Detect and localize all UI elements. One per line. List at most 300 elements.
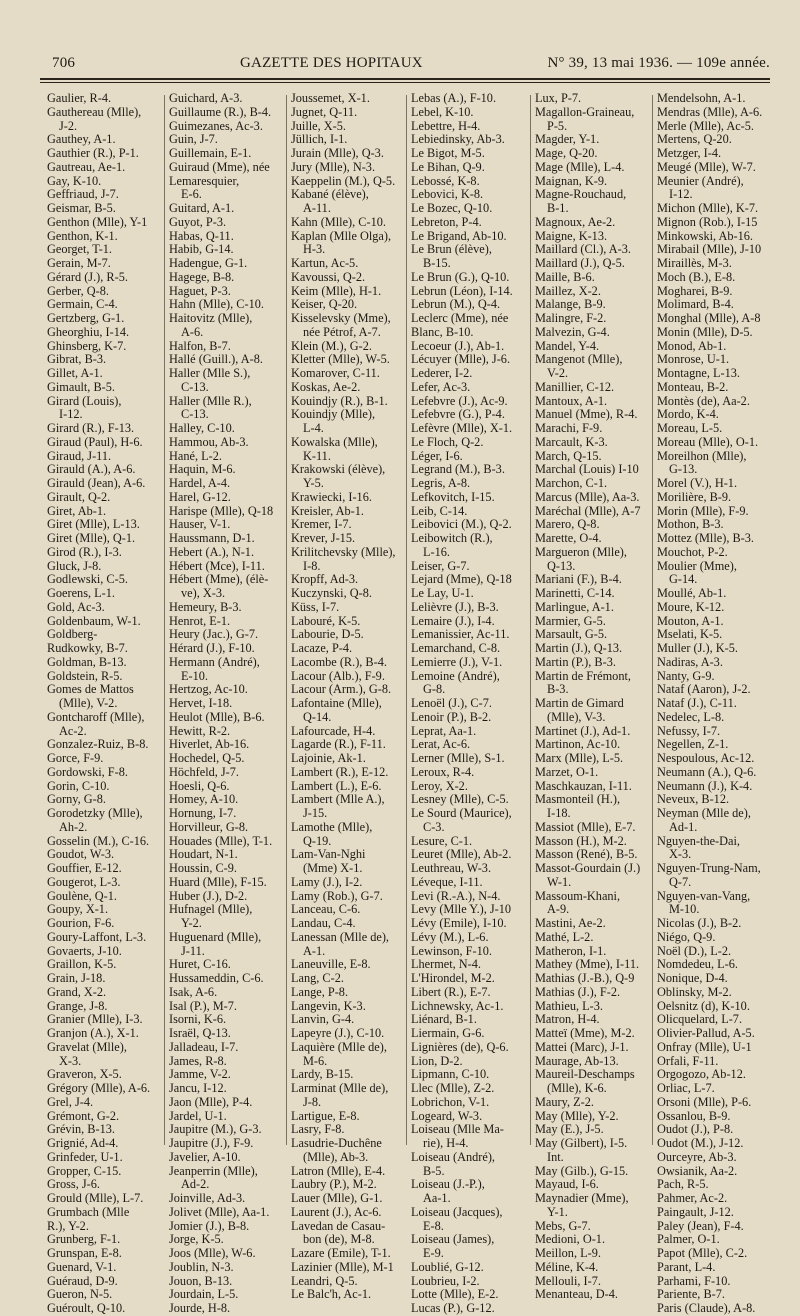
index-entry: Lederer, I-2. bbox=[411, 366, 473, 380]
index-entry: Goerens, L-1. bbox=[47, 586, 115, 600]
index-entry: Negellen, Z-1. bbox=[657, 737, 729, 752]
index-entry: Neveux, B-12. bbox=[657, 792, 730, 807]
index-entry: Mattei (Marc), J-1. bbox=[535, 1039, 629, 1054]
index-entry: Gauthey, A-1. bbox=[47, 132, 116, 147]
index-entry: Lévequе, I-11. bbox=[411, 874, 483, 889]
index-entry: Marlingue, A-1. bbox=[535, 599, 614, 614]
index-entry: E-6. bbox=[181, 187, 202, 202]
index-entry: Onfray (Mlle), U-1 bbox=[657, 1039, 752, 1054]
index-entry: Latron (Mlle), E-4. bbox=[291, 1163, 386, 1178]
index-entry: Legris, A-8. bbox=[411, 476, 471, 490]
index-entry: Lesure, C-1. bbox=[411, 833, 473, 848]
index-entry: (Mme) X-1. bbox=[303, 861, 363, 875]
index-entry: C-13. bbox=[181, 379, 209, 394]
index-entry: Harel, G-12. bbox=[169, 489, 231, 504]
index-entry: Morel (V.), H-1. bbox=[657, 476, 738, 490]
header-rule-thick bbox=[40, 78, 770, 80]
index-entry: Hérard (J.), F-10. bbox=[169, 641, 255, 655]
index-entry: Meunier (André), bbox=[657, 173, 744, 188]
index-entry: Lagarde (R.), F-11. bbox=[291, 737, 386, 752]
index-column-4 bbox=[411, 92, 513, 1316]
index-entry: Joinville, Ad-3. bbox=[169, 1191, 246, 1205]
index-entry: Kahn (Mlle), C-10. bbox=[291, 214, 386, 229]
index-entry: K-11. bbox=[303, 448, 331, 463]
index-entry: G-14. bbox=[669, 572, 698, 587]
index-entry: Koskas, Ae-2. bbox=[291, 379, 361, 394]
index-entry: Goldstein, R-5. bbox=[47, 668, 123, 683]
index-entry: Marx (Mlle), L-5. bbox=[535, 751, 624, 765]
column-divider bbox=[652, 95, 653, 1145]
index-entry: Gontcharoff (Mlle), bbox=[47, 709, 145, 724]
index-entry: Guenard, V-1. bbox=[47, 1259, 117, 1274]
index-entry: Lajoinie, Ak-1. bbox=[291, 751, 366, 765]
index-entry: Gibrat, B-3. bbox=[47, 352, 107, 367]
index-entry: Logeard, W-3. bbox=[411, 1108, 483, 1123]
index-entry: Mebs, G-7. bbox=[535, 1218, 591, 1233]
index-entry: Pariente, B-7. bbox=[657, 1287, 725, 1302]
index-entry: Homey, A-10. bbox=[169, 792, 239, 807]
index-entry: Lapeyre (J.), C-10. bbox=[291, 1026, 385, 1040]
index-entry: Lacour (Alb.), F-9. bbox=[291, 668, 385, 683]
index-entry: Habas, Q-11. bbox=[169, 228, 234, 243]
index-entry: Mandel, Y-4. bbox=[535, 338, 600, 353]
index-entry: Aa-1. bbox=[423, 1191, 451, 1205]
index-entry: Houades (Mlle), T-1. bbox=[169, 833, 273, 848]
index-entry: (Mlle), K-6. bbox=[547, 1081, 607, 1095]
index-entry: E-10. bbox=[181, 668, 208, 683]
index-entry: Metzger, I-4. bbox=[657, 146, 722, 160]
index-entry: Krilitchevsky (Mlle), bbox=[291, 544, 396, 559]
index-entry: Ah-2. bbox=[59, 819, 88, 834]
index-entry: Masmonteil (H.), bbox=[535, 792, 621, 807]
index-entry: Lebel, K-10. bbox=[411, 104, 474, 119]
index-entry: Lafourcade, H-4. bbox=[291, 723, 376, 738]
index-entry: Lenoir (P.), B-2. bbox=[411, 709, 492, 724]
index-entry: Lhermet, N-4. bbox=[411, 957, 481, 972]
index-entry: Laubry (P.), M-2. bbox=[291, 1177, 377, 1192]
index-entry: Martin de Frémont, bbox=[535, 668, 631, 683]
index-entry: Giraud (Paul), H-6. bbox=[47, 434, 143, 449]
index-entry: Mouton, A-1. bbox=[657, 613, 724, 628]
index-entry: Lebossé, K-8. bbox=[411, 173, 480, 188]
index-entry: Martin (J.), Q-13. bbox=[535, 641, 623, 655]
index-entry: Leclerc (Mme), née bbox=[411, 311, 509, 325]
index-entry: M-6. bbox=[303, 1053, 328, 1068]
index-entry: Jaupitre (M.), G-3. bbox=[169, 1122, 262, 1137]
index-entry: Marchal (Louis) I-10 bbox=[535, 462, 639, 477]
index-entry: C-3. bbox=[423, 819, 445, 834]
index-entry: Hebert (A.), N-1. bbox=[169, 544, 255, 559]
index-entry: Mage (Mlle), L-4. bbox=[535, 159, 625, 174]
index-entry: Ad-2. bbox=[181, 1177, 210, 1192]
index-entry: Y-5. bbox=[303, 476, 324, 490]
index-entry: Leiser, G-7. bbox=[411, 558, 470, 573]
index-entry: Girauld (Jean), A-6. bbox=[47, 476, 146, 490]
index-entry: rie), H-4. bbox=[423, 1136, 469, 1150]
index-entry: Jourde, H-8. bbox=[169, 1301, 231, 1315]
index-entry: Küss, I-7. bbox=[291, 599, 340, 614]
index-entry: Gourion, F-6. bbox=[47, 916, 115, 930]
index-entry: Nguyen-van-Vang, bbox=[657, 888, 751, 903]
index-entry: Hagege, B-8. bbox=[169, 269, 235, 284]
index-entry: Maury, Z-2. bbox=[535, 1094, 594, 1109]
index-entry: Hertzog, Ac-10. bbox=[169, 682, 248, 697]
index-entry: Q-13. bbox=[547, 558, 576, 573]
index-entry: Lefebvre (J.), Ac-9. bbox=[411, 393, 508, 408]
index-entry: Gorodetzky (Mlle), bbox=[47, 806, 143, 820]
index-entry: Maurage, Ab-13. bbox=[535, 1053, 619, 1068]
index-entry: R.), Y-2. bbox=[47, 1218, 89, 1233]
index-entry: Goury-Laffont, L-3. bbox=[47, 929, 147, 944]
index-entry: Gautreau, Ae-1. bbox=[47, 159, 126, 174]
index-entry: Kletter (Mlle), W-5. bbox=[291, 352, 390, 367]
header-rule-thin bbox=[40, 82, 770, 83]
index-entry: Moreau, L-5. bbox=[657, 421, 723, 435]
index-entry: Papot (Mlle), C-2. bbox=[657, 1246, 748, 1260]
index-entry: W-1. bbox=[547, 874, 572, 889]
index-entry: Le Bigot, M-5. bbox=[411, 146, 485, 160]
index-entry: Guiraud (Mme), née bbox=[169, 159, 270, 174]
index-entry: Matron, H-4. bbox=[535, 1012, 600, 1027]
index-entry: Margueron (Mlle), bbox=[535, 544, 627, 559]
index-entry: Guéroult, Q-10. bbox=[47, 1301, 126, 1315]
index-entry: Gaulier, R-4. bbox=[47, 91, 112, 105]
index-entry: Lerner (Mlle), S-1. bbox=[411, 751, 505, 765]
index-entry: Gomes de Mattos bbox=[47, 682, 134, 697]
index-entry: Huret, C-16. bbox=[169, 957, 231, 972]
index-entry: Giraud, J-11. bbox=[47, 448, 112, 463]
index-entry: Hébert (Mme), (élè- bbox=[169, 572, 269, 587]
index-entry: Jorge, K-5. bbox=[169, 1232, 224, 1247]
index-entry: Ourceyre, Ab-3. bbox=[657, 1149, 737, 1164]
index-entry: B-5. bbox=[423, 1163, 445, 1178]
index-entry: G-13. bbox=[669, 462, 698, 477]
index-entry: Paingault, J-12. bbox=[657, 1204, 734, 1219]
index-entry: Horvilleur, G-8. bbox=[169, 819, 249, 834]
index-entry: Lejard (Mme), Q-18 bbox=[411, 572, 512, 587]
index-entry: Parhami, F-10. bbox=[657, 1273, 731, 1288]
index-entry: Kuczynski, Q-8. bbox=[291, 586, 372, 600]
index-entry: Graveron, X-5. bbox=[47, 1067, 122, 1082]
index-entry: Monghal (Mlle), A-8 bbox=[657, 311, 761, 325]
index-entry: Morilière, B-9. bbox=[657, 489, 732, 504]
index-entry: Krawiecki, I-16. bbox=[291, 489, 372, 504]
index-entry: Hewitt, R-2. bbox=[169, 723, 231, 738]
journal-title: GAZETTE DES HOPITAUX bbox=[240, 55, 423, 71]
index-entry: Muller (J.), K-5. bbox=[657, 641, 738, 655]
index-entry: Liénard, B-1. bbox=[411, 1012, 477, 1027]
index-column-6 bbox=[657, 92, 762, 1316]
index-entry: Gay, K-10. bbox=[47, 173, 102, 188]
index-entry: Jurain (Mlle), Q-3. bbox=[291, 146, 384, 160]
index-entry: Leibowitch (R.), bbox=[411, 531, 493, 545]
index-entry: Germain, C-4. bbox=[47, 297, 118, 312]
index-entry: Le Sourd (Maurice), bbox=[411, 806, 512, 820]
index-entry: Lefebvre (G.), P-4. bbox=[411, 407, 505, 422]
index-entry: Krever, J-15. bbox=[291, 531, 356, 545]
index-entry: Lenoël (J.), C-7. bbox=[411, 696, 492, 710]
index-entry: Nataf (J.), C-11. bbox=[657, 696, 737, 710]
index-entry: Lam-Van-Nghi bbox=[291, 847, 366, 862]
index-entry: Lebas (A.), F-10. bbox=[411, 91, 497, 105]
index-entry: Hochedel, Q-5. bbox=[169, 751, 245, 765]
index-entry: Lebrun (M.), Q-4. bbox=[411, 297, 501, 312]
index-entry: Orgogozo, Ab-12. bbox=[657, 1067, 746, 1082]
index-entry: A-1. bbox=[303, 943, 326, 958]
index-entry: Gosselin (M.), C-16. bbox=[47, 833, 150, 848]
index-entry: Leibovici (M.), Q-2. bbox=[411, 517, 512, 532]
index-entry: Mogharei, B-9. bbox=[657, 283, 733, 298]
index-entry: Levi (R.-A.), N-4. bbox=[411, 888, 501, 903]
index-entry: Marero, Q-8. bbox=[535, 517, 600, 532]
index-entry: Gimault, B-5. bbox=[47, 379, 115, 394]
index-entry: Jardel, U-1. bbox=[169, 1108, 227, 1123]
index-entry: Marcault, K-3. bbox=[535, 434, 608, 449]
index-entry: Y-1. bbox=[547, 1204, 568, 1219]
index-entry: Lang, C-2. bbox=[291, 971, 344, 985]
index-entry: Mendelsohn, A-1. bbox=[657, 91, 746, 105]
index-entry: X-3. bbox=[669, 847, 692, 862]
index-column-1 bbox=[47, 92, 150, 1316]
index-entry: A-11. bbox=[303, 201, 331, 215]
index-entry: Guin, J-7. bbox=[169, 132, 218, 147]
index-entry: Q-7. bbox=[669, 874, 692, 889]
index-entry: Lamy (J.), I-2. bbox=[291, 874, 363, 889]
index-entry: Le Balc'h, Ac-1. bbox=[291, 1287, 372, 1302]
index-entry: Grunspan, E-8. bbox=[47, 1246, 122, 1260]
index-entry: Lebettre, H-4. bbox=[411, 118, 481, 133]
index-entry: Loiseau (André), bbox=[411, 1149, 495, 1164]
index-entry: Malange, B-9. bbox=[535, 297, 606, 312]
index-entry: Loublié, G-12. bbox=[411, 1259, 484, 1274]
index-entry: Martin (P.), B-3. bbox=[535, 654, 616, 669]
index-entry: Habib, G-14. bbox=[169, 242, 234, 257]
index-entry: Jüllich, I-1. bbox=[291, 132, 348, 147]
index-entry: B-1. bbox=[547, 201, 569, 215]
index-entry: Laneuville, E-8. bbox=[291, 957, 371, 972]
index-entry: Massot-Gourdain (J.) bbox=[535, 861, 641, 875]
index-entry: Masson (René), B-5. bbox=[535, 847, 638, 862]
index-entry: Morin (Mlle), F-9. bbox=[657, 503, 749, 518]
index-entry: Jourdain, L-5. bbox=[169, 1287, 239, 1302]
index-entry: Haguet, P-3. bbox=[169, 283, 231, 298]
index-entry: Gorce, F-9. bbox=[47, 751, 104, 765]
index-entry: Monod, Ab-1. bbox=[657, 338, 727, 353]
index-entry: Graillon, K-5. bbox=[47, 957, 117, 972]
index-entry: Kavoussi, Q-2. bbox=[291, 269, 366, 284]
index-entry: Lasudrie-Duchêne bbox=[291, 1136, 382, 1150]
index-entry: Hussameddin, C-6. bbox=[169, 971, 264, 985]
index-entry: Girard (R.), F-13. bbox=[47, 421, 135, 435]
index-entry: Harispe (Mlle), Q-18 bbox=[169, 503, 274, 518]
index-entry: I-12. bbox=[669, 187, 693, 202]
index-entry: Grunberg, F-1. bbox=[47, 1232, 121, 1247]
index-entry: Jomier (J.), B-8. bbox=[169, 1218, 250, 1233]
index-entry: Guimezanes, Ac-3. bbox=[169, 118, 263, 133]
index-entry: Mastini, Ae-2. bbox=[535, 916, 606, 930]
index-entry: ve), X-3. bbox=[181, 586, 226, 600]
index-entry: Le Brun (G.), Q-10. bbox=[411, 269, 510, 284]
index-entry: Blanc, B-10. bbox=[411, 324, 474, 339]
index-entry: Lacaze, P-4. bbox=[291, 641, 353, 655]
index-entry: Maynadier (Mme), bbox=[535, 1191, 629, 1205]
index-entry: Marsault, G-5. bbox=[535, 627, 608, 642]
index-entry: Haquin, M-6. bbox=[169, 462, 236, 477]
index-entry: Landau, C-4. bbox=[291, 916, 356, 930]
index-entry: Höchfeld, J-7. bbox=[169, 764, 240, 779]
index-entry: Manuel (Mme), R-4. bbox=[535, 407, 638, 422]
index-entry: Maureil-Deschamps bbox=[535, 1067, 635, 1082]
index-entry: Joublin, N-3. bbox=[169, 1259, 234, 1274]
index-entry: Le Lay, U-1. bbox=[411, 586, 474, 600]
index-entry: Huard (Mlle), F-15. bbox=[169, 874, 267, 889]
index-entry: Kabané (élève), bbox=[291, 187, 369, 202]
index-entry: Hammou, Ab-3. bbox=[169, 434, 249, 449]
index-entry: Mouchot, P-2. bbox=[657, 544, 728, 559]
index-entry: Mellouli, I-7. bbox=[535, 1273, 601, 1288]
index-entry: L'Hirondel, M-2. bbox=[411, 971, 495, 985]
index-entry: Jouon, B-13. bbox=[169, 1273, 233, 1288]
index-entry: Kouindjy (R.), B-1. bbox=[291, 393, 388, 408]
index-entry: Lux, P-7. bbox=[535, 91, 582, 105]
index-entry: Oudot (J.), P-8. bbox=[657, 1122, 734, 1137]
index-entry: Juille, X-5. bbox=[291, 118, 346, 133]
index-entry: Gerain, M-7. bbox=[47, 256, 111, 270]
index-entry: Nedelec, L-8. bbox=[657, 709, 725, 724]
index-entry: Martin de Gimard bbox=[535, 696, 624, 710]
index-entry: Nguyen-Trung-Nam, bbox=[657, 861, 761, 875]
index-entry: Krakowski (élève), bbox=[291, 462, 386, 477]
index-entry: Ossanlou, B-9. bbox=[657, 1108, 731, 1123]
index-entry: Gérard (J.), R-5. bbox=[47, 269, 128, 284]
index-entry: Haussmann, D-1. bbox=[169, 531, 255, 545]
index-entry: May (Gilb.), G-15. bbox=[535, 1163, 629, 1178]
index-entry: Lemierre (J.), V-1. bbox=[411, 654, 503, 669]
index-entry: Isal (P.), M-7. bbox=[169, 998, 237, 1013]
index-entry: Lipmann, C-10. bbox=[411, 1067, 490, 1082]
index-entry: Le Brun (élève), bbox=[411, 242, 492, 257]
index-entry: P-5. bbox=[547, 118, 568, 133]
index-entry: Girault, Q-2. bbox=[47, 489, 111, 504]
index-entry: Lécuyer (Mlle), J-6. bbox=[411, 352, 511, 367]
index-entry: Moullé, Ab-1. bbox=[657, 586, 727, 600]
index-entry: Massoum-Khani, bbox=[535, 888, 621, 903]
index-entry: Gougerot, L-3. bbox=[47, 874, 121, 889]
index-entry: Jancu, I-12. bbox=[169, 1081, 227, 1095]
index-entry: Malvezin, G-4. bbox=[535, 324, 610, 339]
index-entry: Hoesli, Q-6. bbox=[169, 778, 230, 793]
index-entry: Grand, X-2. bbox=[47, 984, 107, 999]
index-entry: Guillemain, E-1. bbox=[169, 146, 252, 160]
index-entry: Haller (Mlle R.), bbox=[169, 393, 252, 408]
index-entry: Mangenot (Mlle), bbox=[535, 352, 623, 367]
index-entry: Maréchal (Mlle), A-7 bbox=[535, 503, 641, 518]
index-entry: Mertens, Q-20. bbox=[657, 132, 732, 147]
index-entry: Manillier, C-12. bbox=[535, 379, 615, 394]
index-entry: Ac-2. bbox=[59, 723, 87, 738]
index-entry: Jugnet, Q-11. bbox=[291, 104, 358, 119]
index-entry: Lebrun (Léon), I-14. bbox=[411, 283, 513, 298]
index-entry: Isak, A-6. bbox=[169, 984, 218, 999]
index-entry: Lion, D-2. bbox=[411, 1053, 463, 1068]
index-entry: Marzet, O-1. bbox=[535, 764, 599, 779]
index-entry: Levy (Mlle Y.), J-10 bbox=[411, 902, 512, 917]
column-divider bbox=[286, 95, 287, 1145]
index-entry: Monteau, B-2. bbox=[657, 379, 729, 394]
index-entry: Javelier, A-10. bbox=[169, 1149, 241, 1164]
index-entry: Maillard (J.), Q-5. bbox=[535, 256, 625, 270]
index-entry: Int. bbox=[547, 1149, 564, 1164]
index-entry: Lucas (P.), G-12. bbox=[411, 1301, 495, 1315]
index-entry: Nadiras, A-3. bbox=[657, 654, 723, 669]
index-entry: A-9. bbox=[547, 902, 570, 917]
index-entry: Lanvin, G-4. bbox=[291, 1012, 355, 1027]
index-entry: Kaeppelin (M.), Q-5. bbox=[291, 173, 396, 188]
index-entry: Pach, R-5. bbox=[657, 1177, 709, 1192]
index-entry: Maigne, K-13. bbox=[535, 228, 608, 243]
index-entry: Lemarchand, C-8. bbox=[411, 641, 501, 655]
index-entry: I-18. bbox=[547, 806, 571, 820]
index-entry: Lamy (Rob.), G-7. bbox=[291, 888, 383, 903]
index-entry: Goldenbaum, W-1. bbox=[47, 613, 141, 628]
index-entry: Gordowski, F-8. bbox=[47, 764, 128, 779]
index-entry: Mathé, L-2. bbox=[535, 929, 594, 944]
index-entry: Grel, J-4. bbox=[47, 1094, 94, 1109]
index-entry: Mothon, B-3. bbox=[657, 517, 724, 532]
index-entry: Mariani (F.), B-4. bbox=[535, 572, 622, 587]
index-entry: Martinet (J.), Ad-1. bbox=[535, 723, 631, 738]
index-entry: Moch (B.), E-8. bbox=[657, 269, 736, 284]
index-entry: Gueron, N-5. bbox=[47, 1287, 113, 1302]
index-entry: Halley, C-10. bbox=[169, 421, 235, 435]
index-entry: Lévy (M.), L-6. bbox=[411, 929, 489, 944]
column-divider bbox=[530, 95, 531, 1145]
index-entry: Loiseau (J.-P.), bbox=[411, 1177, 485, 1192]
index-entry: Mage, Q-20. bbox=[535, 146, 598, 160]
index-entry: Lasry, F-8. bbox=[291, 1122, 345, 1137]
index-entry: Lanceau, C-6. bbox=[291, 902, 361, 917]
index-entry: Masson (H.), M-2. bbox=[535, 833, 627, 848]
index-entry: Marcus (Mlle), Aa-3. bbox=[535, 489, 640, 504]
index-entry: Leroux, R-4. bbox=[411, 764, 475, 779]
index-entry: Lemanissier, Ac-11. bbox=[411, 627, 510, 642]
index-entry: Haller (Mlle S.), bbox=[169, 366, 251, 380]
index-entry: Q-14. bbox=[303, 709, 332, 724]
index-entry: Meugé (Mlle), W-7. bbox=[657, 159, 756, 174]
index-entry: Jaupitre (J.), F-9. bbox=[169, 1136, 254, 1150]
index-entry: Marinetti, C-14. bbox=[535, 586, 615, 600]
index-entry: Oudot (M.), J-12. bbox=[657, 1136, 744, 1150]
index-entry: Marachi, F-9. bbox=[535, 421, 603, 435]
index-entry: E-9. bbox=[423, 1246, 444, 1260]
index-entry: Olivier-Pallud, A-5. bbox=[657, 1026, 755, 1040]
index-entry: Le Bihan, Q-9. bbox=[411, 159, 485, 174]
index-entry: Mottez (Mlle), B-3. bbox=[657, 531, 754, 545]
index-entry: Llec (Mlle), Z-2. bbox=[411, 1081, 495, 1095]
index-entry: Lesney (Mlle), C-5. bbox=[411, 792, 509, 807]
index-entry: Mathieu, L-3. bbox=[535, 998, 603, 1013]
index-entry: Marette, O-4. bbox=[535, 531, 602, 545]
index-entry: Maille, B-6. bbox=[535, 269, 595, 284]
index-entry: M-10. bbox=[669, 902, 700, 917]
column-divider bbox=[406, 95, 407, 1145]
index-entry: Olicquelard, L-7. bbox=[657, 1012, 743, 1027]
index-entry: Lecoeur (J.), Ab-1. bbox=[411, 338, 505, 353]
index-entry: Gropper, C-15. bbox=[47, 1163, 122, 1178]
index-entry: Kowalska (Mlle), bbox=[291, 434, 378, 449]
index-entry: James, R-8. bbox=[169, 1053, 227, 1068]
index-entry: Nanty, G-9. bbox=[657, 668, 715, 683]
